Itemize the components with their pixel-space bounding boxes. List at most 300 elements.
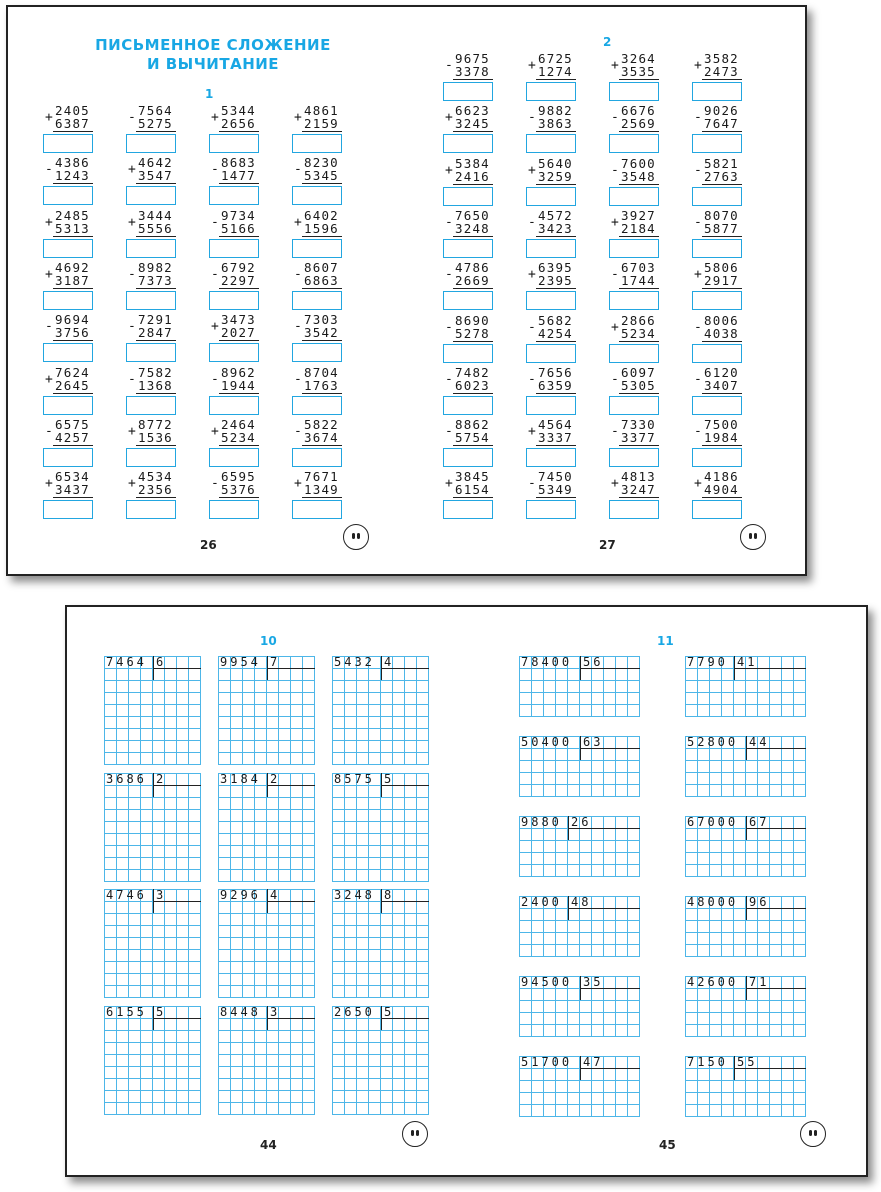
sum-line: [453, 341, 493, 342]
sum-line: [53, 497, 93, 498]
division-grid[interactable]: [218, 1006, 315, 1115]
sum-line: [536, 393, 576, 394]
second-operand: 3259: [538, 168, 573, 184]
answer-box[interactable]: [526, 82, 576, 101]
division-grid[interactable]: [519, 1056, 640, 1117]
division-grid[interactable]: [519, 896, 640, 957]
problem: [43, 418, 95, 469]
problem: [692, 209, 744, 260]
division-grid[interactable]: [685, 816, 806, 877]
first-operand: 8070: [704, 207, 739, 223]
answer-box[interactable]: [126, 239, 176, 258]
answer-box[interactable]: [126, 343, 176, 362]
first-operand: 3582: [704, 51, 739, 66]
first-operand: 9734: [221, 207, 256, 223]
division-grid[interactable]: [104, 889, 201, 998]
division-grid[interactable]: [332, 1006, 429, 1115]
answer-box[interactable]: [43, 186, 93, 205]
problem: [126, 104, 178, 155]
sum-line: [453, 288, 493, 289]
problem: [526, 314, 578, 365]
answer-box[interactable]: [609, 291, 659, 310]
answer-box[interactable]: [526, 396, 576, 415]
answer-box[interactable]: [209, 134, 259, 153]
problem: [126, 313, 178, 364]
operator-sign: +: [128, 476, 136, 492]
sum-line: [619, 445, 659, 446]
second-operand: 3245: [455, 116, 490, 132]
operator-sign: +: [128, 423, 136, 439]
problem: [526, 104, 578, 155]
operator-sign: -: [445, 424, 453, 440]
operator-sign: -: [211, 214, 219, 230]
problem: [209, 366, 261, 417]
sum-line: [136, 236, 176, 237]
first-operand: 9026: [704, 103, 739, 119]
dividend: 8575: [334, 771, 375, 786]
answer-box[interactable]: [526, 134, 576, 153]
answer-box[interactable]: [292, 291, 342, 310]
answer-box[interactable]: [692, 291, 742, 310]
second-operand: 2184: [621, 220, 656, 236]
answer-box[interactable]: [692, 396, 742, 415]
dividend: 67000: [687, 815, 739, 829]
sum-line: [219, 340, 259, 341]
answer-box[interactable]: [209, 396, 259, 415]
second-operand: 2763: [704, 168, 739, 184]
sum-line: [702, 445, 742, 446]
answer-box[interactable]: [292, 134, 342, 153]
second-operand: 7373: [138, 272, 173, 288]
answer-box[interactable]: [692, 344, 742, 363]
operator-sign: -: [45, 162, 53, 178]
answer-box[interactable]: [443, 344, 493, 363]
first-operand: 6395: [538, 260, 573, 276]
sum-line: [702, 393, 742, 394]
sum-line: [619, 236, 659, 237]
sum-line: [53, 340, 93, 341]
operator-sign: +: [211, 110, 219, 125]
sum-line: [536, 236, 576, 237]
divisor: 41: [737, 655, 758, 669]
page-number-right: 27: [599, 538, 616, 552]
first-operand: 4861: [304, 103, 339, 118]
problem: [443, 314, 495, 365]
answer-box[interactable]: [126, 186, 176, 205]
sum-line: [619, 184, 659, 185]
division-grid[interactable]: [332, 889, 429, 998]
sum-line: [453, 445, 493, 446]
answer-box[interactable]: [443, 500, 493, 519]
answer-box[interactable]: [526, 291, 576, 310]
dividend: 9296: [220, 888, 261, 902]
problem: [443, 52, 495, 103]
second-operand: 5345: [304, 168, 339, 184]
first-operand: 7650: [455, 207, 490, 223]
answer-box[interactable]: [209, 343, 259, 362]
answer-box[interactable]: [126, 448, 176, 467]
workbook-spread-44-45: [65, 605, 868, 1177]
division-grid[interactable]: [332, 656, 429, 765]
divisor: 63: [583, 735, 604, 749]
operator-sign: -: [294, 423, 302, 439]
answer-box[interactable]: [292, 343, 342, 362]
first-operand: 8607: [304, 259, 339, 275]
first-operand: 9882: [538, 103, 573, 119]
first-operand: 6623: [455, 103, 490, 119]
division-grid[interactable]: [332, 773, 429, 882]
first-operand: 6097: [621, 364, 656, 380]
sum-line: [219, 497, 259, 498]
sum-line: [702, 288, 742, 289]
problem: [443, 157, 495, 208]
second-operand: 5877: [704, 220, 739, 236]
operator-sign: -: [294, 266, 302, 282]
answer-box[interactable]: [43, 291, 93, 310]
first-operand: 8006: [704, 312, 739, 328]
dividend: 7150: [687, 1055, 728, 1069]
operator-sign: +: [211, 423, 219, 439]
dividend: 51700: [521, 1055, 573, 1069]
second-operand: 5234: [621, 325, 656, 341]
answer-box[interactable]: [443, 134, 493, 153]
division-grid[interactable]: [218, 656, 315, 765]
answer-box[interactable]: [209, 291, 259, 310]
divisor: 56: [583, 655, 604, 669]
problem: [609, 104, 661, 155]
first-operand: 2866: [621, 312, 656, 328]
answer-box[interactable]: [209, 186, 259, 205]
operator-sign: -: [528, 319, 536, 335]
problem: [43, 470, 95, 521]
sum-line: [453, 184, 493, 185]
answer-box[interactable]: [126, 134, 176, 153]
answer-box[interactable]: [292, 186, 342, 205]
dividend: 6155: [106, 1004, 147, 1019]
second-operand: 1744: [621, 273, 656, 289]
first-operand: 8982: [138, 259, 173, 275]
division-grid[interactable]: [685, 1056, 806, 1117]
answer-box[interactable]: [292, 500, 342, 519]
task-number-11: 11: [657, 634, 674, 648]
sum-line: [219, 445, 259, 446]
sum-line: [536, 288, 576, 289]
answer-box[interactable]: [526, 448, 576, 467]
second-operand: 3535: [621, 64, 656, 79]
second-operand: 2395: [538, 273, 573, 289]
first-operand: 2464: [221, 416, 256, 432]
answer-box[interactable]: [526, 187, 576, 206]
operator-sign: -: [294, 319, 302, 335]
divisor: 35: [583, 975, 604, 989]
second-operand: 6863: [304, 272, 339, 288]
operator-sign: +: [128, 162, 136, 178]
division-grid[interactable]: [519, 656, 640, 717]
problem: [209, 470, 261, 521]
operator-sign: -: [445, 371, 453, 387]
operator-sign: +: [611, 319, 619, 335]
division-grid[interactable]: [218, 889, 315, 998]
first-operand: 2405: [55, 103, 90, 118]
operator-sign: +: [45, 476, 53, 492]
answer-box[interactable]: [692, 82, 742, 101]
operator-sign: +: [294, 110, 302, 125]
first-operand: 6595: [221, 469, 256, 485]
answer-box[interactable]: [692, 187, 742, 206]
answer-box[interactable]: [126, 500, 176, 519]
first-operand: 4786: [455, 260, 490, 276]
problem: [292, 418, 344, 469]
division-grid[interactable]: [685, 656, 806, 717]
first-operand: 4572: [538, 207, 573, 223]
sum-line: [219, 183, 259, 184]
answer-box[interactable]: [609, 396, 659, 415]
sum-line: [453, 497, 493, 498]
first-operand: 7482: [455, 364, 490, 380]
second-operand: 1596: [304, 220, 339, 236]
second-operand: 3542: [304, 325, 339, 341]
problem: [43, 261, 95, 312]
answer-box[interactable]: [43, 134, 93, 153]
operator-sign: +: [611, 214, 619, 230]
divisor: 4: [270, 888, 281, 902]
division-grid[interactable]: [104, 773, 201, 882]
problem: [443, 366, 495, 417]
answer-box[interactable]: [209, 448, 259, 467]
sum-line: [219, 131, 259, 132]
first-operand: 8962: [221, 364, 256, 380]
second-operand: 1984: [704, 430, 739, 446]
answer-box[interactable]: [609, 82, 659, 101]
second-operand: 4904: [704, 482, 739, 498]
division-grid[interactable]: [685, 736, 806, 797]
answer-box[interactable]: [692, 500, 742, 519]
sum-line: [53, 445, 93, 446]
problem: [209, 418, 261, 469]
operator-sign: -: [128, 110, 136, 125]
division-grid[interactable]: [104, 1006, 201, 1115]
answer-box[interactable]: [443, 82, 493, 101]
problem: [443, 470, 495, 521]
dividend: 5432: [334, 655, 375, 669]
divisor: 8: [384, 888, 395, 902]
second-operand: 2917: [704, 273, 739, 289]
first-operand: 7671: [304, 469, 339, 485]
second-operand: 5278: [455, 325, 490, 341]
answer-box[interactable]: [692, 239, 742, 258]
operator-sign: +: [694, 476, 702, 492]
operator-sign: +: [611, 476, 619, 492]
sum-line: [219, 236, 259, 237]
dividend: 52800: [687, 735, 739, 749]
answer-box[interactable]: [209, 500, 259, 519]
sum-line: [702, 236, 742, 237]
answer-box[interactable]: [526, 344, 576, 363]
second-operand: 2297: [221, 272, 256, 288]
first-operand: 8230: [304, 155, 339, 171]
answer-box[interactable]: [443, 239, 493, 258]
answer-box[interactable]: [443, 396, 493, 415]
problem: [609, 157, 661, 208]
first-operand: 7303: [304, 312, 339, 328]
answer-box[interactable]: [609, 134, 659, 153]
operator-sign: -: [211, 266, 219, 282]
sum-line: [536, 79, 576, 80]
answer-box[interactable]: [609, 500, 659, 519]
operator-sign: -: [211, 162, 219, 178]
operator-sign: -: [211, 371, 219, 387]
dividend: 3686: [106, 771, 147, 786]
first-operand: 7330: [621, 417, 656, 433]
first-operand: 6792: [221, 259, 256, 275]
operator-sign: -: [694, 110, 702, 126]
second-operand: 2656: [221, 116, 256, 131]
answer-box[interactable]: [609, 448, 659, 467]
second-operand: 3377: [621, 430, 656, 446]
sum-line: [136, 288, 176, 289]
answer-box[interactable]: [292, 396, 342, 415]
answer-box[interactable]: [43, 239, 93, 258]
answer-box[interactable]: [43, 343, 93, 362]
operator-sign: -: [128, 371, 136, 387]
problem: [692, 366, 744, 417]
problem: [526, 470, 578, 521]
sum-line: [302, 340, 342, 341]
first-operand: 4564: [538, 417, 573, 433]
smiley-face-icon: [343, 524, 369, 550]
division-grid[interactable]: [519, 736, 640, 797]
first-operand: 8862: [455, 417, 490, 433]
sum-line: [136, 393, 176, 394]
operator-sign: -: [211, 476, 219, 492]
operator-sign: -: [128, 266, 136, 282]
second-operand: 3437: [55, 482, 90, 498]
divisor: 47: [583, 1055, 604, 1069]
first-operand: 4642: [138, 155, 173, 171]
problem: [209, 209, 261, 260]
answer-box[interactable]: [126, 396, 176, 415]
first-operand: 5821: [704, 155, 739, 171]
answer-box[interactable]: [443, 187, 493, 206]
operator-sign: -: [611, 162, 619, 178]
first-operand: 8772: [138, 416, 173, 432]
section-title-line1: ПИСЬМЕННОЕ СЛОЖЕНИЕ: [95, 36, 331, 54]
operator-sign: +: [694, 58, 702, 73]
second-operand: 5754: [455, 430, 490, 446]
division-grid[interactable]: [104, 656, 201, 765]
first-operand: 7500: [704, 417, 739, 433]
operator-sign: -: [294, 371, 302, 387]
answer-box[interactable]: [692, 134, 742, 153]
divisor: 3: [156, 888, 167, 902]
task-number-10: 10: [260, 634, 277, 648]
operator-sign: +: [45, 371, 53, 387]
first-operand: 5344: [221, 103, 256, 118]
operator-sign: -: [611, 267, 619, 283]
problem: [609, 261, 661, 312]
answer-box[interactable]: [43, 396, 93, 415]
answer-box[interactable]: [609, 344, 659, 363]
divisor: 6: [156, 655, 167, 669]
dividend: 94500: [521, 975, 573, 989]
division-grid[interactable]: [519, 816, 640, 877]
answer-box[interactable]: [526, 239, 576, 258]
first-operand: 4534: [138, 469, 173, 485]
problem: [292, 313, 344, 364]
answer-box[interactable]: [443, 448, 493, 467]
answer-box[interactable]: [292, 239, 342, 258]
operator-sign: +: [528, 424, 536, 440]
problem: [526, 418, 578, 469]
sum-line: [53, 131, 93, 132]
sum-line: [302, 131, 342, 132]
answer-box[interactable]: [692, 448, 742, 467]
task-number-2: 2: [603, 35, 612, 49]
problem: [609, 314, 661, 365]
sum-line: [536, 341, 576, 342]
page-number-right: 45: [659, 1138, 676, 1152]
task-number-1: 1: [205, 87, 214, 101]
section-title: [78, 36, 348, 74]
answer-box[interactable]: [126, 291, 176, 310]
dividend: 7464: [106, 655, 147, 669]
second-operand: 5376: [221, 482, 256, 498]
dividend: 48000: [687, 895, 739, 909]
divisor: 26: [571, 815, 592, 829]
division-grid[interactable]: [685, 976, 806, 1037]
answer-box[interactable]: [43, 500, 93, 519]
answer-box[interactable]: [609, 187, 659, 206]
section-title-line2: И ВЫЧИТАНИЕ: [146, 55, 280, 73]
problem: [609, 418, 661, 469]
sum-line: [702, 184, 742, 185]
operator-sign: +: [45, 266, 53, 282]
answer-box[interactable]: [443, 291, 493, 310]
operator-sign: -: [694, 162, 702, 178]
divisor: 4: [384, 655, 395, 669]
second-operand: 3423: [538, 220, 573, 236]
first-operand: 8690: [455, 312, 490, 328]
sum-line: [53, 236, 93, 237]
first-operand: 9694: [55, 312, 90, 328]
divisor: 3: [270, 1004, 281, 1019]
division-grid[interactable]: [685, 896, 806, 957]
second-operand: 3248: [455, 220, 490, 236]
second-operand: 4254: [538, 325, 573, 341]
first-operand: 4386: [55, 155, 90, 171]
division-grid[interactable]: [218, 773, 315, 882]
second-operand: 4038: [704, 325, 739, 341]
answer-box[interactable]: [609, 239, 659, 258]
problem: [443, 104, 495, 155]
answer-box[interactable]: [209, 239, 259, 258]
problem: [209, 104, 261, 155]
answer-box[interactable]: [292, 448, 342, 467]
first-operand: 5822: [304, 416, 339, 432]
problem: [692, 261, 744, 312]
first-operand: 5806: [704, 260, 739, 276]
problem: [126, 209, 178, 260]
answer-box[interactable]: [526, 500, 576, 519]
sum-line: [619, 288, 659, 289]
answer-box[interactable]: [43, 448, 93, 467]
operator-sign: -: [294, 162, 302, 178]
division-grid[interactable]: [519, 976, 640, 1037]
second-operand: 5305: [621, 377, 656, 393]
problem: [292, 156, 344, 207]
problem: [43, 313, 95, 364]
problem: [692, 157, 744, 208]
